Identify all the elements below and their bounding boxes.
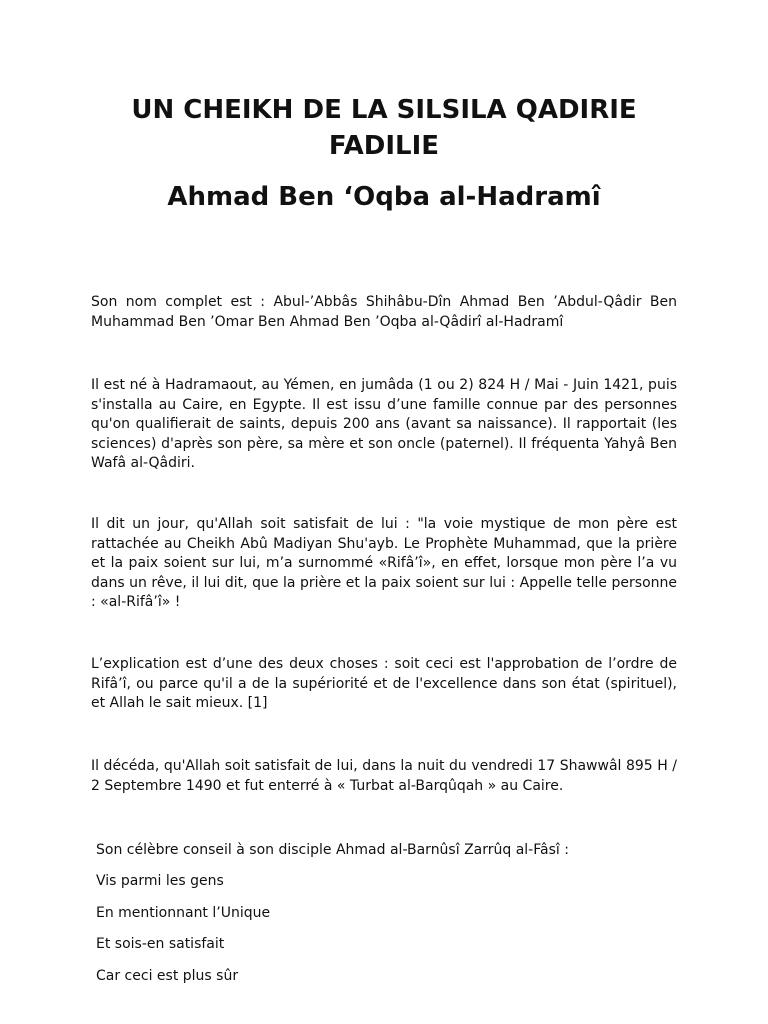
paragraph-explanation: L’explication est d’une des deux choses : soit ceci est l'approbation de l’ordre de Rifâ’î, ou parce qu'il a de la supériorité et de l'excellence dans son état (spirituel), et Allah le sait mieux. [1]: [91, 656, 677, 711]
poem-line: Et sois-en satisfait: [96, 936, 225, 952]
poem-line: Car ceci est plus sûr: [96, 968, 239, 984]
page-subtitle: Ahmad Ben ‘Oqba al-Hadramî: [167, 182, 601, 212]
paragraph-quote: Il dit un jour, qu'Allah soit satisfait de lui : "la voie mystique de mon père est rattachée au Cheikh Abû Madiyan Shu'ayb. Le Prophète Muhammad, que la prière et la paix soient sur lui, m’a surnommé «Rifâ’î», en effet, lorsque mon père l’a vu dans un rêve, il lui dit, que la prière et la paix soient sur lui : Appelle telle personne : «al-Rifâ’î» !: [91, 516, 677, 610]
paragraph-birth: Il est né à Hadramaout, au Yémen, en jumâda (1 ou 2) 824 H / Mai - Juin 1421, puis s'installa au Caire, en Egypte. Il est issu d’une famille connue par des personnes qu'on qualifierait de saints, depuis 200 ans (avant sa naissance). Il rapportait (les sciences) d'après son père, sa mère et son oncle (paternel). Il fréquenta Yahyâ Ben Wafâ al-Qâdiri.: [91, 377, 677, 471]
paragraph-death: Il décéda, qu'Allah soit satisfait de lui, dans la nuit du vendredi 17 Shawwâl 895 H / 2 Septembre 1490 et fut enterré à « Turbat al-Barqûqah » au Caire.: [91, 758, 677, 794]
poem-intro: Son célèbre conseil à son disciple Ahmad al-Barnûsî Zarrûq al-Fâsî :: [96, 842, 569, 858]
poem-line: En mentionnant l’Unique: [96, 905, 271, 921]
paragraph-full-name: Son nom complet est : Abul-’Abbâs Shihâbu-Dîn Ahmad Ben ’Abdul-Qâdir Ben Muhammad Ben ’Omar Ben Ahmad Ben ’Oqba al-Qâdirî al-Hadramî: [91, 294, 677, 330]
page-title: UN CHEIKH DE LA SILSILA QADIRIE FADILIE: [131, 95, 637, 161]
poem-line: Vis parmi les gens: [96, 873, 224, 889]
